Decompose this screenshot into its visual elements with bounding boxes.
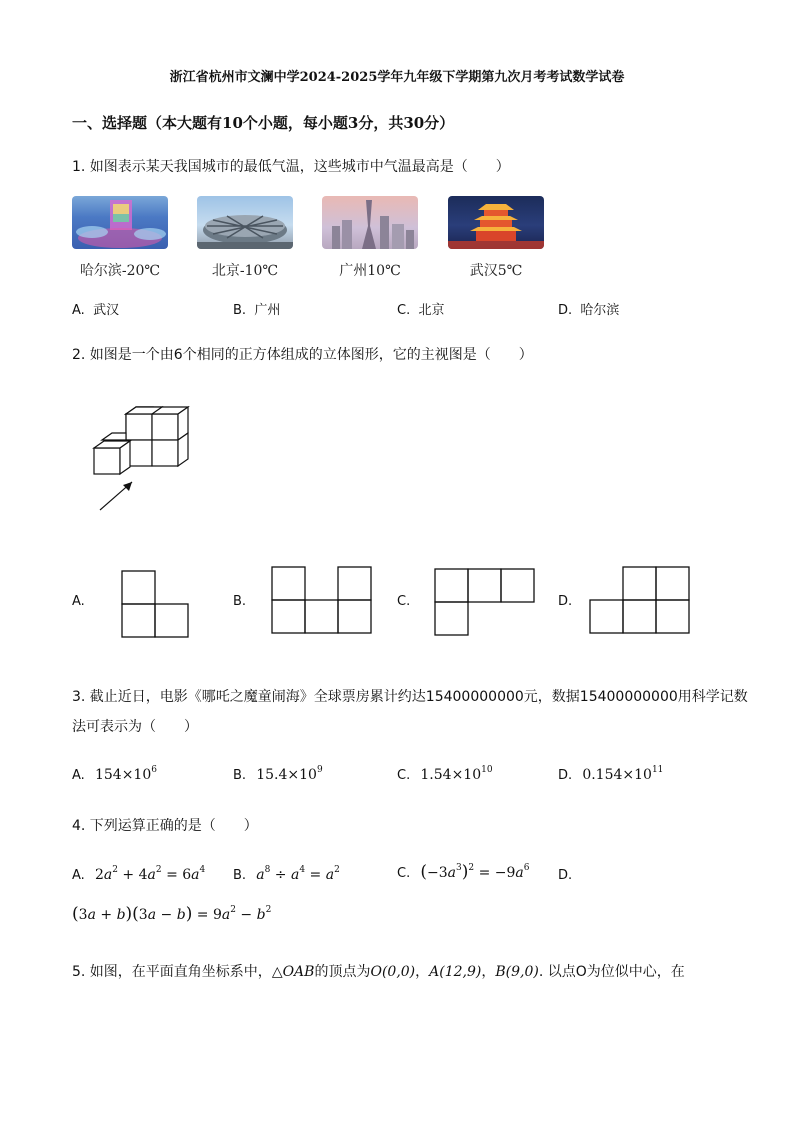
q4-option-d-formula[interactable]: $(3a + b)(3a - b) = 9a^2 - b^2$ <box>72 904 272 924</box>
q1-option-b[interactable]: B. 广州 <box>233 303 281 318</box>
section-heading: 一、选择题（本大题有10个小题，每小题3分，共30分） <box>72 114 455 132</box>
exam-title: 浙江省杭州市文澜中学2024-2025学年九年级下学期第九次月考考试数学试卷 <box>169 70 625 85</box>
q2-option-a-label[interactable]: A. <box>72 594 85 609</box>
q4-option-c[interactable]: C. $(-3a^3)^2 = -9a^6$ <box>397 862 530 882</box>
q2-option-d-label[interactable]: D. <box>558 594 573 609</box>
canton-tower-skyline-icon <box>322 196 418 249</box>
q3-option-d[interactable]: D. $0.154\times 10^{11}$ <box>558 765 664 783</box>
q2-option-c-label[interactable]: C. <box>397 594 411 609</box>
q1-option-c[interactable]: C. 北京 <box>397 303 445 318</box>
q2-option-c-figure[interactable] <box>434 568 536 636</box>
q3-option-c[interactable]: C. $1.54\times 10^{10}$ <box>397 765 493 783</box>
q5-stem: 5. 如图，在平面直角坐标系中，△OAB的顶点为O(0,0)，A(12,9)，B(9,0). 以点O为位似中心，在 <box>72 964 685 980</box>
q2-option-b-figure[interactable] <box>271 566 373 634</box>
q4-option-a[interactable]: A. $2a^2 + 4a^2 = 6a^4$ <box>72 865 206 883</box>
q3-option-b[interactable]: B. $15.4\times 10^9$ <box>233 765 323 783</box>
caption-harbin: 哈尔滨-20℃ <box>79 263 161 279</box>
q3-option-a[interactable]: A. $154\times 10^6$ <box>72 765 157 783</box>
q2-option-b-label[interactable]: B. <box>233 594 247 609</box>
q4-option-d[interactable]: D. <box>558 868 573 883</box>
q1-option-d[interactable]: D. 哈尔滨 <box>558 303 620 318</box>
caption-wuhan: 武汉5℃ <box>469 263 523 279</box>
q3-stem-line2: 法可表示为（ ） <box>72 719 198 735</box>
caption-beijing: 北京-10℃ <box>211 263 279 279</box>
birds-nest-stadium-icon <box>197 196 293 249</box>
wuhan-photo <box>448 196 544 249</box>
q1-stem: 1. 如图表示某天我国城市的最低气温，这些城市中气温最高是（ ） <box>72 159 510 175</box>
q1-option-a[interactable]: A. 武汉 <box>72 303 120 318</box>
q3-stem-line1: 3. 截止近日，电影《哪吒之魔童闹海》全球票房累计约达15400000000元，数据15400000000用科学记数 <box>72 689 748 705</box>
q4-option-b[interactable]: B. $a^8 \div a^4 = a^2$ <box>233 865 340 883</box>
q4-stem: 4. 下列运算正确的是（ ） <box>72 818 258 834</box>
cube-solid-figure <box>88 400 198 515</box>
beijing-photo <box>197 196 293 249</box>
guangzhou-photo <box>322 196 418 249</box>
q2-option-a-figure[interactable] <box>121 570 189 638</box>
q2-stem: 2. 如图是一个由6个相同的正方体组成的立体图形，它的主视图是（ ） <box>72 347 533 363</box>
q2-option-d-figure[interactable] <box>589 566 691 634</box>
caption-guangzhou: 广州10℃ <box>339 263 401 279</box>
harbin-ice-sculpture-icon <box>72 196 168 249</box>
yellow-crane-tower-icon <box>448 196 544 249</box>
harbin-photo <box>72 196 168 249</box>
